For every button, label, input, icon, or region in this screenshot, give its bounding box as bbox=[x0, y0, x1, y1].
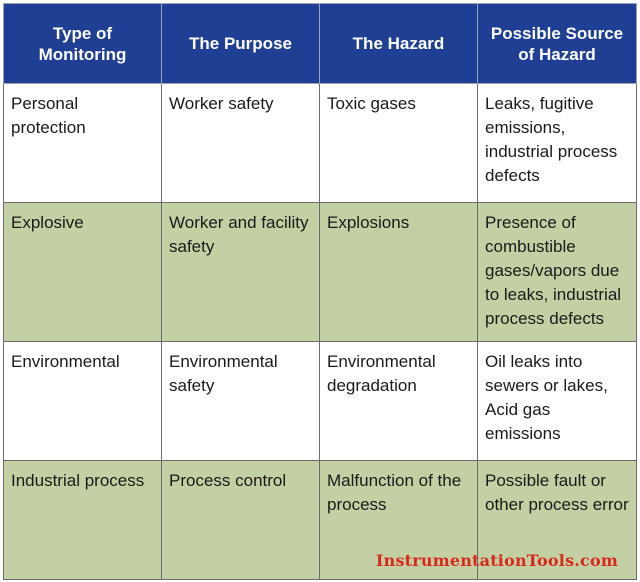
table-row bbox=[4, 342, 637, 461]
monitoring-table-container bbox=[3, 3, 636, 579]
table-cell: Worker and facility safety bbox=[162, 203, 320, 342]
table-cell: Environmental degradation bbox=[320, 342, 478, 461]
table-cell: Oil leaks into sewers or lakes, Acid gas emissions bbox=[478, 342, 637, 461]
table-cell: Malfunction of the process bbox=[320, 461, 478, 580]
header-possible-source-of-hazard: Possible Source of Hazard bbox=[478, 4, 637, 84]
table-cell: Personal protection bbox=[4, 84, 162, 203]
table-row bbox=[4, 84, 637, 203]
table-cell: Industrial process bbox=[4, 461, 162, 580]
table-cell: Explosive bbox=[4, 203, 162, 342]
table-cell: Leaks, fugitive emissions, industrial process defects bbox=[478, 84, 637, 203]
monitoring-table bbox=[3, 3, 637, 580]
header-the-purpose: The Purpose bbox=[162, 4, 320, 84]
table-cell: Toxic gases bbox=[320, 84, 478, 203]
header-the-hazard: The Hazard bbox=[320, 4, 478, 84]
table-cell: Possible fault or other process error bbox=[478, 461, 637, 580]
table-cell: Explosions bbox=[320, 203, 478, 342]
table-header-row bbox=[4, 4, 637, 84]
watermark-text: InstrumentationTools.com bbox=[375, 551, 618, 570]
header-type-of-monitoring: Type of Monitoring bbox=[4, 4, 162, 84]
table-cell: Environmental safety bbox=[162, 342, 320, 461]
table-cell: Process control bbox=[162, 461, 320, 580]
table-cell: Worker safety bbox=[162, 84, 320, 203]
table-cell: Presence of combustible gases/vapors due to leaks, industrial process defects bbox=[478, 203, 637, 342]
table-row bbox=[4, 203, 637, 342]
table-cell: Environmental bbox=[4, 342, 162, 461]
